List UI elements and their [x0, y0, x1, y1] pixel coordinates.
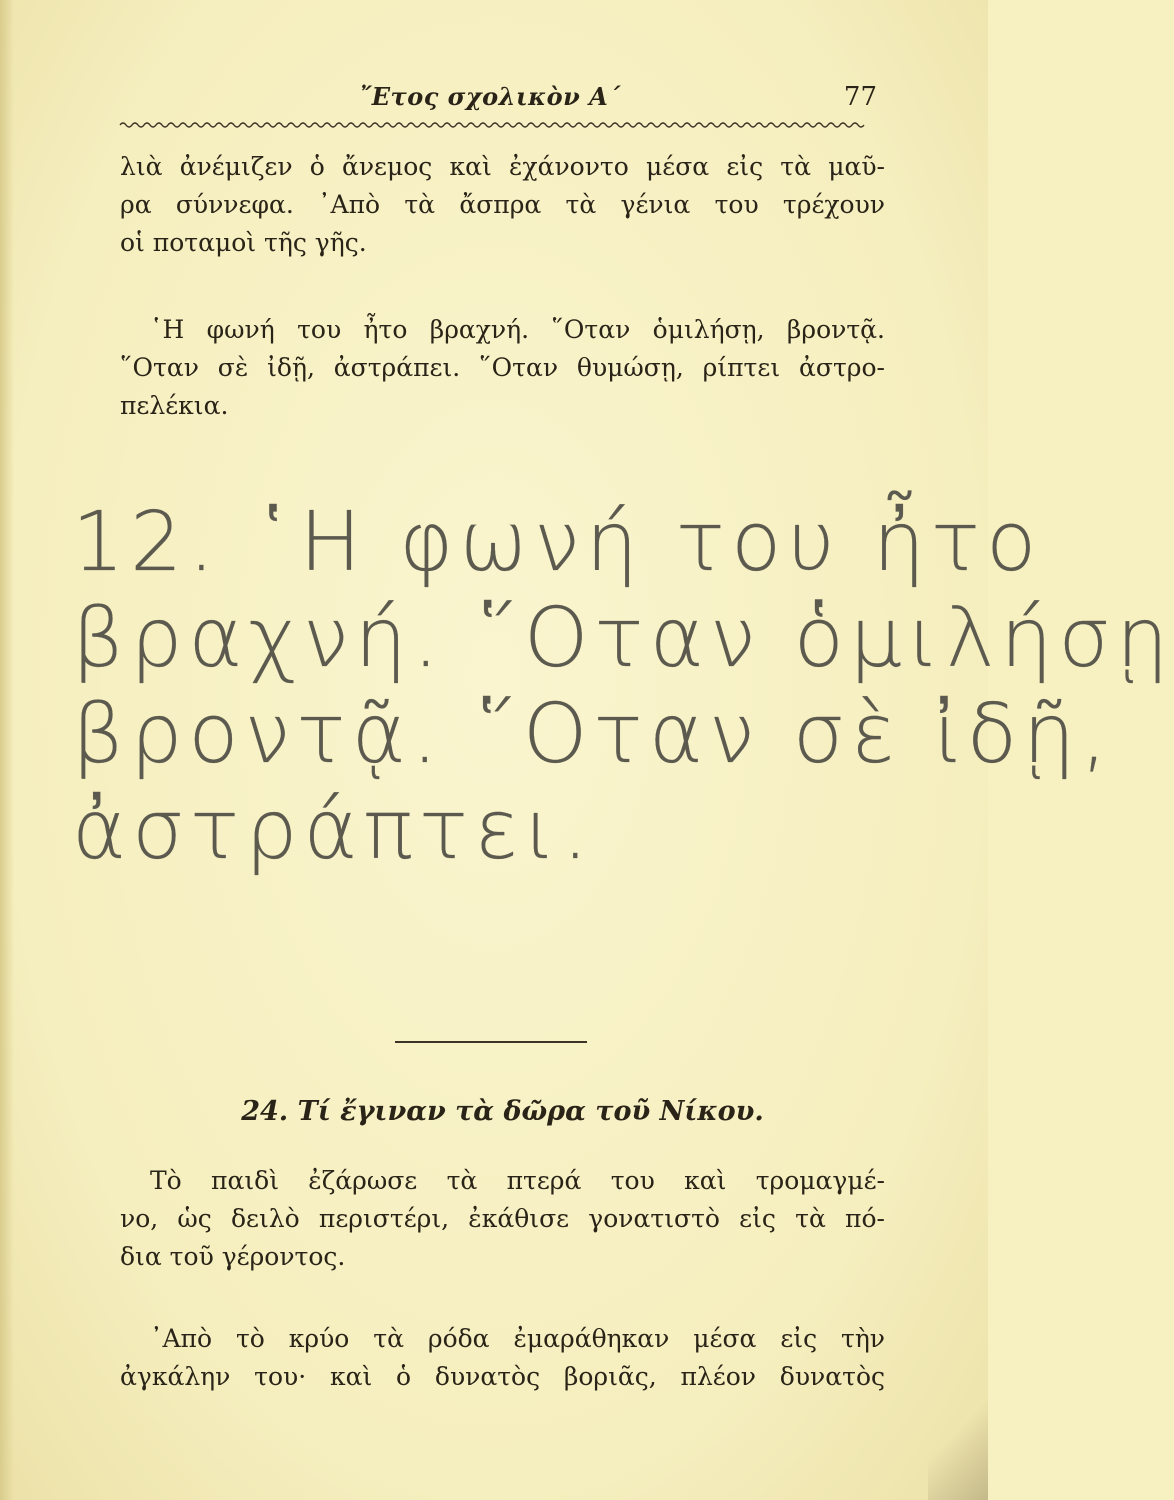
page-corner-wear	[928, 1390, 988, 1500]
handwritten-line: βραχνή. ῞Οταν ὁμιλήσῃ	[72, 591, 1174, 686]
text-line: ῾Η φωνή του ἦτο βραχνή. ῞Οταν ὁμιλήσῃ, βροντᾷ.	[150, 315, 885, 344]
text-line: ρα σύννεφα. ᾿Απὸ τὰ ἄσπρα τὰ γένια του τρέχουν	[120, 190, 885, 219]
text-line: ῞Οταν σὲ ἰδῇ, ἀστράπει. ῞Οταν θυμώσῃ, ρίπτει ἀστρο-	[120, 353, 885, 382]
text-line: δια τοῦ γέροντος.	[120, 1242, 346, 1271]
page-number: 77	[843, 82, 877, 112]
text-line: οἱ ποταμοὶ τῆς γῆς.	[120, 228, 367, 257]
text-line: ἀγκάλην του· καὶ ὁ δυνατὸς βοριᾶς, πλέον δυνατὸς	[120, 1362, 885, 1391]
handwritten-line: 12. ῾Η φωνή του ἦτο	[72, 495, 1043, 590]
header-wavy-rule	[120, 120, 885, 130]
handwritten-line: βροντᾷ. ῞Οταν σὲ ἰδῇ,	[72, 687, 1114, 782]
text-line: Τὸ παιδὶ ἐζάρωσε τὰ πτερά του καὶ τρομαγμέ-	[150, 1166, 885, 1195]
paragraph-child	[120, 1162, 885, 1276]
paragraph-voice	[120, 311, 885, 425]
text-line: λιὰ ἀνέμιζεν ὁ ἄνεμος καὶ ἐχάνοντο μέσα εἰς τὰ μαῦ-	[120, 152, 885, 181]
paragraph-continuation	[120, 148, 885, 262]
handwritten-exercise	[72, 495, 1174, 879]
running-head: ῎Ετος σχολικὸν Α΄	[359, 82, 621, 111]
section-divider	[395, 1041, 587, 1043]
section-title: 24. Τί ἔγιναν τὰ δῶρα τοῦ Νίκου.	[241, 1096, 764, 1127]
page-gutter-shadow	[0, 0, 14, 1500]
paragraph-roses	[120, 1320, 885, 1396]
text-line: πελέκια.	[120, 391, 229, 420]
handwritten-line: ἀστράπτει.	[72, 783, 595, 878]
page-header	[120, 82, 885, 122]
text-line: νο, ὡς δειλὸ περιστέρι, ἐκάθισε γονατιστὸ εἰς τὰ πό-	[120, 1204, 885, 1233]
text-line: ᾿Απὸ τὸ κρύο τὰ ρόδα ἐμαράθηκαν μέσα εἰς τὴν	[150, 1324, 885, 1353]
